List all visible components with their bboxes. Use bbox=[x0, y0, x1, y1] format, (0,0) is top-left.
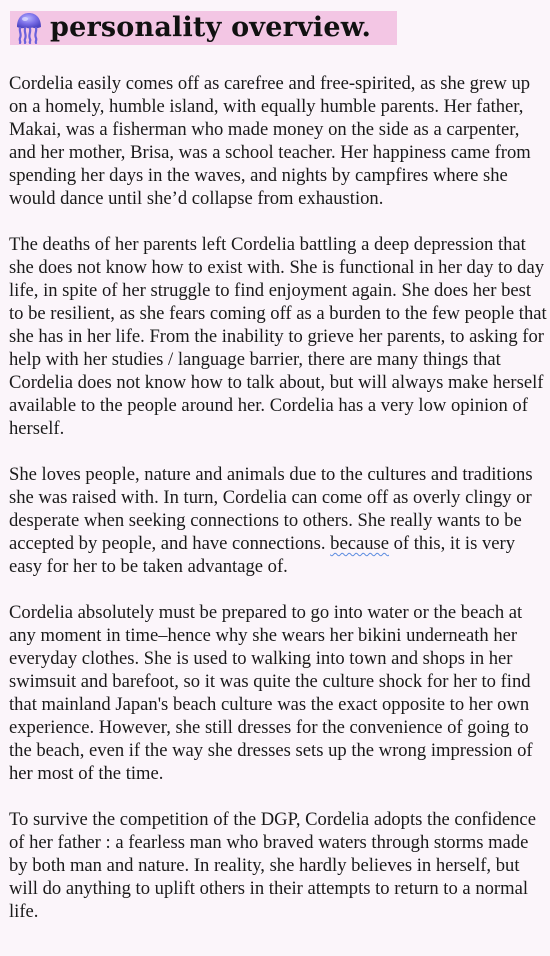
paragraph-connections-main: She loves people, nature and animals due to the cultures and traditions she was raised with. In turn, Cordelia can come off as overly clingy or desperate when seeking connections to others. She really wants to be accepted by people, and have connections. bbox=[9, 464, 533, 554]
paragraph-dgp: To survive the competition of the DGP, Cordelia adopts the confidence of her father : a fearless man who braved waters through storms made by both man and nature. In reality, she hardly believes in herself, but will do anything to uplift others in their attempts to return to a normal life. bbox=[9, 809, 536, 922]
section-title: personality overview. bbox=[50, 12, 372, 43]
section-header bbox=[10, 11, 397, 45]
jellyfish-icon bbox=[12, 11, 46, 45]
spellcheck-flagged-word[interactable]: because bbox=[330, 533, 389, 554]
paragraph-connections bbox=[9, 463, 547, 578]
paragraph-beach: Cordelia absolutely must be prepared to go into water or the beach at any moment in time–hence why she wears her bikini underneath her everyday clothes. She is used to walking into town and shops in her swimsuit and barefoot, so it was quite the culture shock for her to find that mainland Japan's beach culture was the exact opposite to her own experience. However, she still dresses for the convenience of going to the beach, even if the way she dresses sets up the wrong impression of her most of the time. bbox=[9, 602, 533, 784]
paragraph-connections-rest: of this, it is very easy for her to be taken advantage of. bbox=[9, 533, 516, 577]
body-text bbox=[9, 72, 547, 923]
paragraph-depression: The deaths of her parents left Cordelia battling a deep depression that she does not know how to exist with. She is functional in her day to day life, in spite of her struggle to find enjoyment again. She does her best to be resilient, as she fears coming off as a burden to the few people that she has in her life. From the inability to grieve her parents, to asking for help with her studies / language barrier, there are many things that Cordelia does not know how to talk about, but will always make herself available to the people around her. Cordelia has a very low opinion of herself. bbox=[9, 234, 547, 439]
paragraph-background: Cordelia easily comes off as carefree and free-spirited, as she grew up on a homely, humble island, with equally humble parents. Her father, Makai, was a fisherman who made money on the side as a carpenter, and her mother, Brisa, was a school teacher. Her happiness came from spending her days in the waves, and nights by campfires where she would dance until she’d collapse from exhaustion. bbox=[9, 73, 531, 209]
